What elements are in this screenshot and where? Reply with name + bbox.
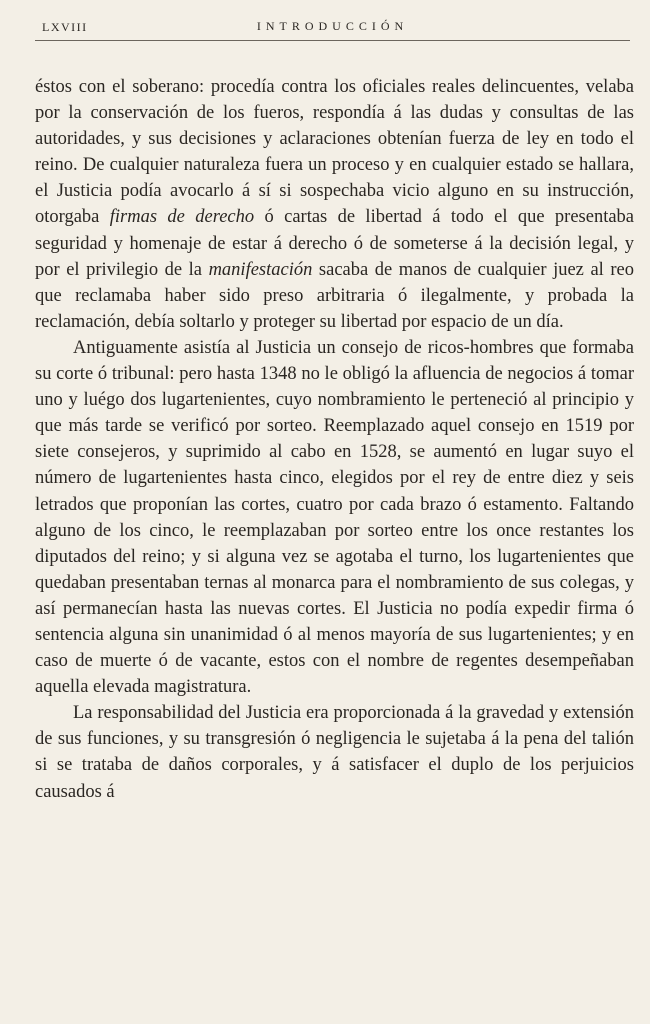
paragraph-1-text-a: éstos con el soberano: procedía contra los oficiales reales delincuentes, velaba por la conservación de los fueros, respondía á las dudas y consultas de las autoridades, y sus decisiones y aclaraciones obtenían fuerza de ley en todo el reino. De cualquier naturaleza fuera un proceso y en cualquier estado se hallara, el Justicia podía avocarlo á sí si sospechaba vicio alguno en su instrucción, otorgaba [35, 77, 634, 228]
body-text [35, 74, 634, 805]
running-title: INTRODUCCIÓN [256, 19, 409, 33]
italic-term-firmas: firmas de derecho [109, 207, 255, 228]
italic-term-manifestacion: manifestación [208, 259, 313, 280]
paragraph-3: La responsabilidad del Justicia era proporcionada á la gravedad y extensión de sus funciones, y su transgresión ó negligencia le sujetaba á la pena del talión si se trataba de daños corporales, y á satisfacer el duplo de los perjuicios causados á [35, 703, 634, 802]
paragraph-2: Antiguamente asistía al Justicia un consejo de ricos-hombres que formaba su corte ó tribunal: pero hasta 1348 no le obligó la afluencia de negocios á tomar uno y luégo dos lugartenientes, cuyo nombramiento le perteneció al principio y que más tarde se verificó por sorteo. Reemplazado aquel consejo en 1519 por siete consejeros, y suprimido al cabo en 1528, se aumentó en lugar suyo el número de lugartenientes hasta cinco, elegidos por el rey de entre diez y seis letrados que proponían las cortes, cuatro por cada brazo ó estamento. Faltando alguno de los cinco, le reemplazaban por sorteo entre los once restantes los diputados del reino; y si alguna vez se agotaba el turno, los lugartenientes que quedaban presentaban ternas al monarca para el nombramiento de sus colegas, y así permanecían hasta las nuevas cortes. El Justicia no podía expedir firma ó sentencia alguna sin unanimidad ó al menos mayoría de sus lugartenientes; y en caso de muerte ó de vacante, estos con el nombre de regentes desempeñaban aquella elevada magistratura. [35, 337, 634, 698]
page-number: LXVIII [42, 20, 88, 34]
paragraph-1-text-b: ó cartas de libertad á todo el que presentaba seguridad y homenaje de estar á derecho ó de someterse á la decisión legal, y por el privilegio de la [35, 207, 635, 280]
running-header [35, 12, 630, 41]
paragraph-1 [35, 74, 634, 335]
paragraph-1-text-c: sacaba de manos de cualquier juez al reo que reclamaba haber sido preso arbitraria ó ilegalmente, y probada la reclamación, debía soltarlo y proteger su libertad por espacio de un día. [35, 259, 634, 332]
